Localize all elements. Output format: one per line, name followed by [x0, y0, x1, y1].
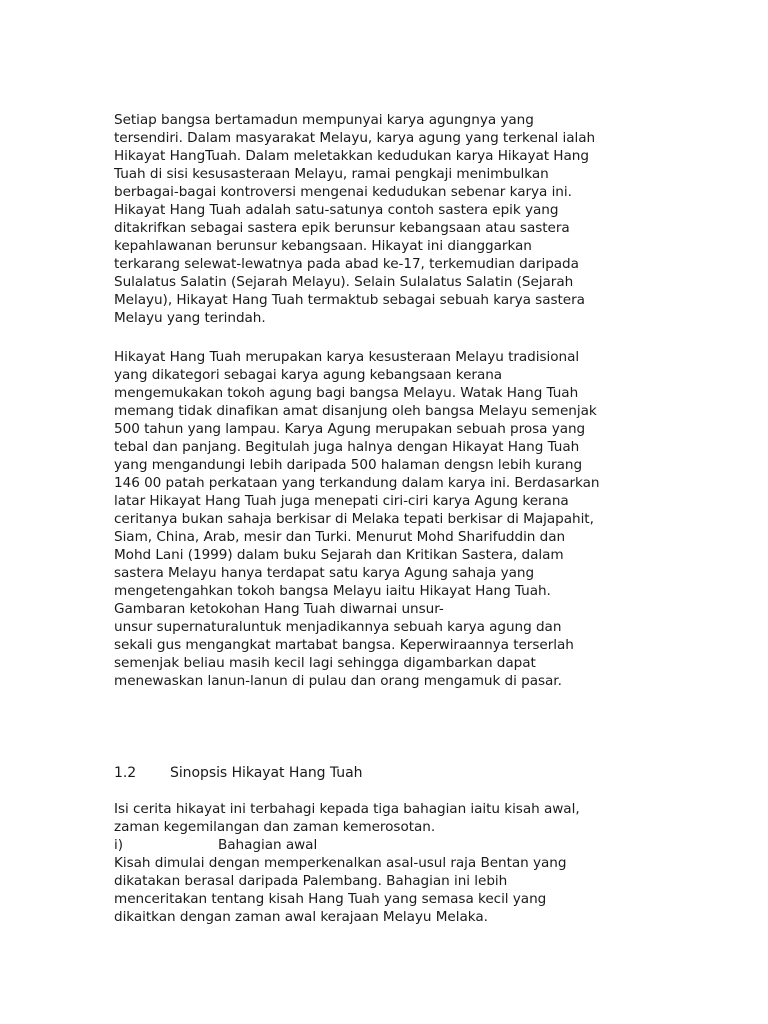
text-line: Hikayat Hang Tuah adalah satu-satunya contoh sastera epik yang: [114, 202, 559, 218]
text-line: ditakrifkan sebagai sastera epik berunsur kebangsaan atau sastera: [114, 220, 570, 236]
text-line: sekali gus mengangkat martabat bangsa. Keperwiraannya terserlah: [114, 637, 574, 653]
text-line: mengetengahkan tokoh bangsa Melayu iaitu Hikayat Hang Tuah.: [114, 583, 551, 599]
text-line: Hikayat HangTuah. Dalam meletakkan kedudukan karya Hikayat Hang: [114, 148, 589, 164]
text-line: 500 tahun yang lampau. Karya Agung merupakan sebuah prosa yang: [114, 421, 586, 437]
text-line: memang tidak dinafikan amat disanjung oleh bangsa Melayu semenjak: [114, 403, 597, 419]
text-line: unsur supernaturaluntuk menjadikannya sebuah karya agung dan: [114, 619, 562, 635]
section-number: 1.2: [114, 765, 137, 781]
text-line: dikaitkan dengan zaman awal kerajaan Melayu Melaka.: [114, 909, 488, 925]
list-marker: i): [114, 837, 123, 853]
text-line: kepahlawanan berunsur kebangsaan. Hikayat ini dianggarkan: [114, 238, 532, 254]
section-title: Sinopsis Hikayat Hang Tuah: [170, 765, 363, 781]
text-line: dikatakan berasal daripada Palembang. Bahagian ini lebih: [114, 873, 508, 889]
text-line: Isi cerita hikayat ini terbahagi kepada tiga bahagian iaitu kisah awal,: [114, 801, 580, 817]
text-line: terkarang selewat-lewatnya pada abad ke-17, terkemudian daripada: [114, 256, 579, 272]
text-line: Gambaran ketokohan Hang Tuah diwarnai unsur-: [114, 601, 444, 617]
text-line: Tuah di sisi kesusasteraan Melayu, ramai pengkaji menimbulkan: [114, 166, 549, 182]
text-line: ceritanya bukan sahaja berkisar di Melaka tepati berkisar di Majapahit,: [114, 511, 594, 527]
text-line: tebal dan panjang. Begitulah juga halnya dengan Hikayat Hang Tuah: [114, 439, 580, 455]
text-line: Kisah dimulai dengan memperkenalkan asal-usul raja Bentan yang: [114, 855, 567, 871]
paragraph-intro: [114, 111, 674, 327]
text-line: menewaskan lanun-lanun di pulau dan orang mengamuk di pasar.: [114, 673, 562, 689]
text-line: berbagai-bagai kontroversi mengenai kedudukan sebenar karya ini.: [114, 184, 572, 200]
text-line: Melayu yang terindah.: [114, 310, 266, 326]
text-line: Melayu), Hikayat Hang Tuah termaktub sebagai sebuah karya sastera: [114, 292, 585, 308]
text-line: latar Hikayat Hang Tuah juga menepati ciri-ciri karya Agung kerana: [114, 493, 569, 509]
paragraph-bahagian-awal: [114, 854, 674, 926]
text-line: zaman kegemilangan dan zaman kemerosotan.: [114, 819, 436, 835]
text-line: Mohd Lani (1999) dalam buku Sejarah dan Kritikan Sastera, dalam: [114, 547, 564, 563]
paragraph-karya-agung: [114, 348, 674, 690]
section-heading: [114, 764, 674, 782]
text-line: Setiap bangsa bertamadun mempunyai karya agungnya yang: [114, 112, 534, 128]
text-line: yang mengandungi lebih daripada 500 halaman dengsn lebih kurang: [114, 457, 583, 473]
text-line: sastera Melayu hanya terdapat satu karya Agung sahaja yang: [114, 565, 535, 581]
list-item: [114, 836, 674, 854]
text-line: yang dikategori sebagai karya agung kebangsaan kerana: [114, 367, 503, 383]
text-line: tersendiri. Dalam masyarakat Melayu, karya agung yang terkenal ialah: [114, 130, 596, 146]
text-line: semenjak beliau masih kecil lagi sehingga digambarkan dapat: [114, 655, 536, 671]
paragraph-synopsis-intro: [114, 800, 674, 836]
text-line: mengemukakan tokoh agung bagi bangsa Melayu. Watak Hang Tuah: [114, 385, 579, 401]
text-line: Hikayat Hang Tuah merupakan karya kesusteraan Melayu tradisional: [114, 349, 580, 365]
list-item-label: Bahagian awal: [218, 837, 318, 853]
text-line: Sulalatus Salatin (Sejarah Melayu). Selain Sulalatus Salatin (Sejarah: [114, 274, 574, 290]
text-line: menceritakan tentang kisah Hang Tuah yang semasa kecil yang: [114, 891, 547, 907]
text-line: 146 00 patah perkataan yang terkandung dalam karya ini. Berdasarkan: [114, 475, 600, 491]
text-line: Siam, China, Arab, mesir dan Turki. Menurut Mohd Sharifuddin dan: [114, 529, 566, 545]
